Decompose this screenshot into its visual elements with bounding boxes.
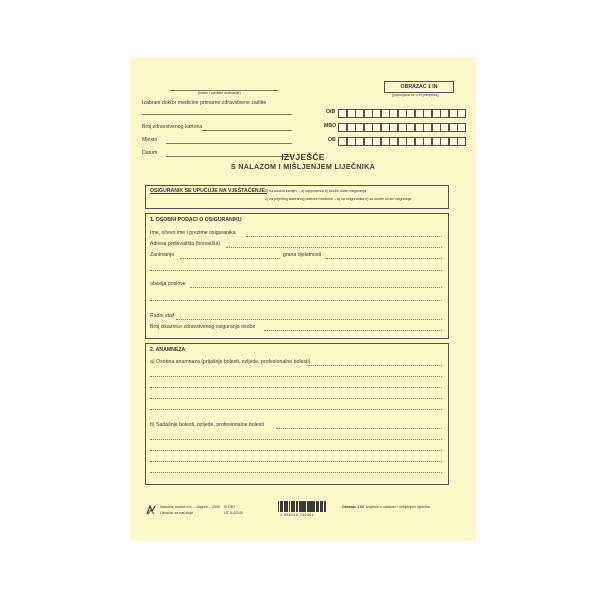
s2-current-line-3[interactable]	[150, 461, 442, 462]
s1-address-label: Adresa prebivališta (boravišta)	[150, 241, 221, 247]
place-label: Mjesto	[142, 137, 158, 143]
s1-experience-label: Radni staž	[150, 313, 175, 319]
s1-duties-label: obavlja poslove	[150, 281, 186, 287]
referral-option-1[interactable]: 1) na osobni zahtjev – a) osiguranika b) osobe u/van osiguranja	[265, 189, 367, 193]
s2-personal-line-2[interactable]	[150, 387, 442, 388]
referring-doctor-line[interactable]	[142, 114, 292, 115]
section1-title: 1. OSOBNI PODACI O OSIGURANIKU	[150, 217, 242, 223]
s2-personal-label: a) Osobna anamneza (prijašnje bolesti, ozljede, profesionalne bolesti)	[150, 359, 311, 365]
barcode-bar	[325, 501, 326, 512]
footer-order: Obrazac se naručuje	[160, 511, 194, 515]
mbo-label: MBO	[324, 123, 337, 129]
footer-right-text: Izvješće s nalazom i mišljenjem liječnika	[366, 505, 430, 509]
referral-box	[145, 185, 449, 209]
s2-current-line-1[interactable]	[150, 439, 442, 440]
card-number-line[interactable]	[202, 130, 292, 131]
s1-activity-label: grana djelatnosti	[283, 252, 322, 258]
s1-activity-line[interactable]	[326, 258, 442, 259]
anamnesis-section	[145, 343, 449, 485]
form-code-box	[384, 81, 454, 93]
s1-insurance-line[interactable]	[264, 330, 442, 331]
personal-data-section	[145, 213, 449, 339]
form-code: OBRAZAC 1 IN	[400, 83, 438, 90]
s1-insurance-label: Broj iskaznice zdravstvenog osiguranja osobe	[150, 324, 256, 330]
publisher-logo-icon	[146, 505, 156, 515]
oib-cells[interactable]	[338, 109, 466, 118]
s2-current-line-2[interactable]	[150, 450, 442, 451]
clinic-caption: (Naziv i sjedište ordinacije)	[198, 91, 241, 95]
barcode	[278, 501, 326, 512]
form-title-line1: IZVJEŠĆE	[281, 152, 325, 162]
s2-personal-line-4[interactable]	[150, 409, 442, 410]
card-number-label: Broj zdravstvenog kartona	[142, 124, 203, 130]
s2-personal-line-0[interactable]	[308, 365, 442, 366]
referral-label: OSIGURANIK SE UPUĆUJE NA VJEŠTAČENJE:	[150, 188, 267, 194]
s1-address-line[interactable]	[226, 247, 442, 248]
oib-label: OIB	[326, 109, 336, 115]
referral-option-2[interactable]: 2) na prijedlog izabranog doktora medicine – a) za osiguranika b) za osobe u/van osiguranja	[265, 197, 412, 201]
ob-label: OB	[328, 137, 336, 143]
place-line[interactable]	[166, 143, 292, 144]
s1-blank-line-1[interactable]	[150, 270, 442, 271]
footer-code-2: UT II-421/III	[224, 511, 243, 515]
footer-publisher: Narodne novine d.d. – Zagreb – 2009.	[160, 505, 221, 509]
barcode-digits: 3 856015 730461	[280, 513, 314, 517]
section2-title: 2. ANAMNEZA	[150, 347, 186, 353]
s1-name-label: Ime, očevo ime i prezime osiguranika	[150, 230, 236, 236]
s2-personal-line-1[interactable]	[150, 376, 442, 377]
form-code-sub: (popunjava se u tri primjerka)	[392, 93, 439, 97]
s1-experience-line[interactable]	[176, 319, 442, 320]
s1-duties-line[interactable]	[190, 287, 442, 288]
s1-blank-line-2[interactable]	[150, 300, 442, 301]
s1-occupation-label: Zanimanje	[150, 252, 175, 258]
s2-current-line-0[interactable]	[276, 428, 442, 429]
mbo-cells[interactable]	[338, 123, 466, 132]
form-sheet	[130, 57, 476, 541]
footer-code-1: III-RBT	[224, 505, 236, 509]
referring-doctor-label: Izabrani doktor medicine primarne zdravstvene zaštite	[142, 100, 267, 106]
s2-current-line-4[interactable]	[150, 472, 442, 473]
form-title-line2: S NALAZOM I MIŠLJENJEM LIJEČNIKA	[230, 162, 376, 171]
s2-personal-line-3[interactable]	[150, 398, 442, 399]
s1-occupation-line[interactable]	[180, 258, 280, 259]
footer-right-label: Obrazac 1 IN	[342, 505, 364, 509]
ob-cells[interactable]	[338, 137, 466, 146]
date-label: Datum	[142, 150, 158, 156]
s1-name-line[interactable]	[246, 236, 442, 237]
s2-current-label: b) Sadašnje bolesti, ozljede, profesionalne bolesti	[150, 422, 264, 428]
